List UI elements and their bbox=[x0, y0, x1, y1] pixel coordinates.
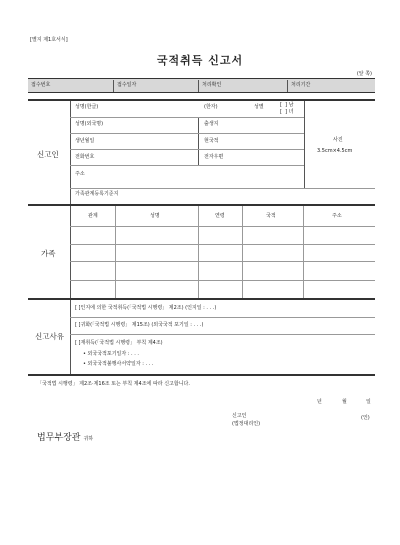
applicant-top-rule bbox=[28, 99, 375, 101]
receipt-date-label: 접수일자 bbox=[117, 82, 137, 88]
photo-label: 사진 bbox=[333, 137, 343, 143]
hanja-label: (한자) bbox=[204, 104, 218, 110]
email-label: 전자우편 bbox=[204, 154, 224, 160]
reason-top-rule bbox=[28, 298, 375, 300]
table-row bbox=[70, 280, 375, 281]
family-register-label: 가족관계등록기준지 bbox=[75, 191, 119, 197]
page-side: (앞 쪽) bbox=[356, 71, 372, 77]
family-col-relation: 관계 bbox=[88, 213, 98, 219]
table-row bbox=[70, 226, 375, 227]
photo-size: 3.5cm×4.5cm bbox=[317, 148, 353, 154]
birth-date-label: 생년월일 bbox=[75, 138, 95, 144]
reason-section-label: 신고사유 bbox=[35, 332, 64, 341]
reason-reacquisition[interactable]: [ ]재취득(「국적법 시행령」 부칙 제4조) bbox=[75, 340, 163, 346]
declaration-text: 「국적법 시행령」 제2조·제16조 또는 부칙 제4조에 따라 신고합니다. bbox=[37, 381, 190, 387]
date-month-label: 월 bbox=[342, 399, 347, 405]
seal-mark: (인) bbox=[361, 415, 370, 421]
receipt-no-label: 접수번호 bbox=[31, 82, 51, 88]
reason-sub-renounce-date: • 외국국적포기일자 : . . . bbox=[83, 351, 139, 357]
table-row bbox=[70, 261, 375, 262]
gender-option-male[interactable]: [ ] 남 bbox=[280, 102, 294, 108]
family-col-name: 성명 bbox=[150, 213, 160, 219]
address-label: 주소 bbox=[75, 171, 85, 177]
gender-label: 성별 bbox=[254, 104, 264, 110]
birthplace-label: 출생지 bbox=[204, 121, 219, 127]
family-col-age: 연령 bbox=[215, 213, 225, 219]
gender-option-female[interactable]: [ ] 녀 bbox=[280, 109, 294, 115]
family-col-address: 주소 bbox=[332, 213, 342, 219]
date-year-label: 년 bbox=[317, 399, 322, 405]
family-top-rule bbox=[28, 204, 375, 206]
form-number: [별지 제1호서식] bbox=[30, 37, 68, 43]
reason-bottom-rule bbox=[28, 374, 375, 376]
date-day-label: 일 bbox=[366, 399, 371, 405]
name-korean-label: 성명(한글) bbox=[75, 104, 99, 110]
process-period-label: 처리기간 bbox=[291, 82, 311, 88]
applicant-section-label: 신고인 bbox=[37, 150, 59, 159]
nationality-label: 현국적 bbox=[204, 138, 219, 144]
form-title: 국적취득 신고서 bbox=[156, 54, 244, 67]
reason-naturalization[interactable]: [ ]귀화(「국적법 시행령」 제15조) (외국국적 포기일 : . . .) bbox=[75, 322, 204, 328]
family-section-label: 가족 bbox=[41, 249, 56, 258]
signer-agent-label: (법정대리인) bbox=[232, 421, 261, 427]
reason-acknowledgment[interactable]: [ ]인지에 의한 국적취득(「국적법 시행령」 제2조) (인지일 : . . .) bbox=[75, 305, 217, 311]
family-col-nationality: 국적 bbox=[266, 213, 276, 219]
addressee-suffix: 귀하 bbox=[83, 436, 94, 442]
addressee-name: 법무부장관 bbox=[37, 433, 81, 443]
reason-sub-pledge-date: • 외국국적불행사서약일자 : . . . bbox=[83, 361, 154, 367]
table-row bbox=[70, 244, 375, 245]
addressee bbox=[37, 434, 93, 443]
signer-label: 신고인 bbox=[232, 413, 247, 419]
phone-label: 전화번호 bbox=[75, 154, 95, 160]
name-foreign-label: 성명(외국명) bbox=[75, 121, 104, 127]
process-check-label: 처리확인 bbox=[202, 82, 222, 88]
